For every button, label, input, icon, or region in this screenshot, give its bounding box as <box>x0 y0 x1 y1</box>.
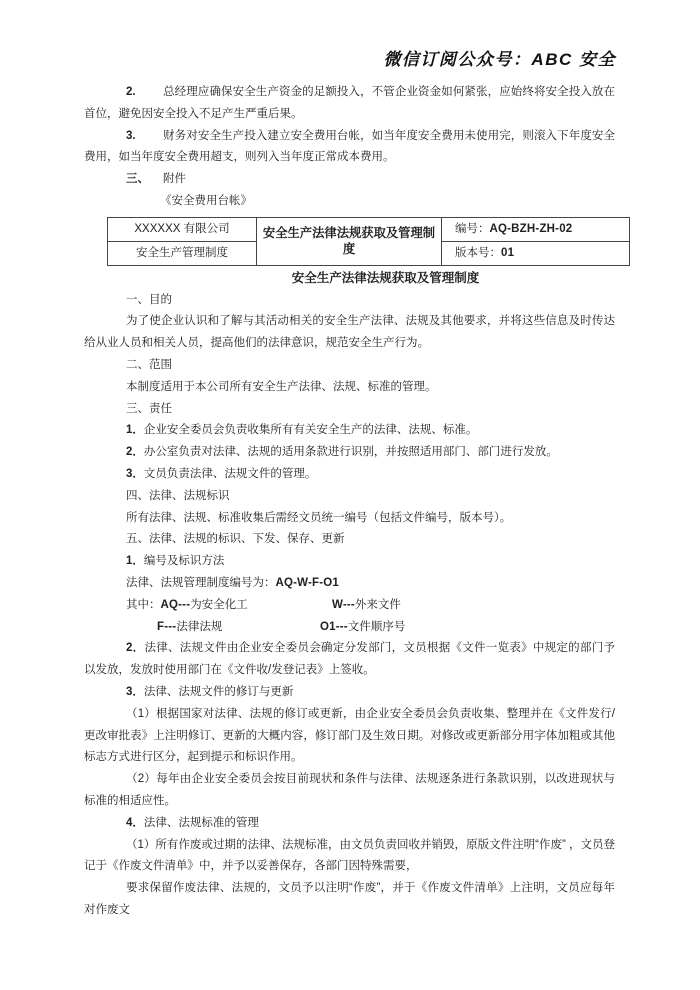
legend-text: 文件顺序号 <box>347 620 406 633</box>
legend-code: O1--- <box>320 620 348 633</box>
legend-row-1 <box>84 595 615 617</box>
responsibility-item-2 <box>84 442 615 464</box>
legend-prefix: 其中： <box>126 598 161 611</box>
legend-code: F--- <box>157 620 177 633</box>
revision-item-2: （2）每年由企业安全委员会按目前现状和条件与法律、法规逐条进行条款识别，以改进现状与标准的相适应性。 <box>84 773 615 807</box>
item-number: 1． <box>126 424 144 437</box>
marking-heading: 四、法律、法规标识 <box>126 489 230 502</box>
distribution-item <box>84 638 615 682</box>
legend-left <box>157 617 320 639</box>
legend-row-2 <box>84 617 615 639</box>
legend-right <box>320 617 405 639</box>
legend-code: AQ--- <box>160 598 191 611</box>
numbering-heading <box>84 551 615 573</box>
doc-number-cell <box>442 217 630 241</box>
document-header-table <box>107 217 630 266</box>
item-text: 法律、法规文件由企业安全委员会确定分发部门，文员根据《文件一览表》中规定的部门予以发放，发放时使用部门在《文件收/发登记表》上签收。 <box>84 642 615 677</box>
item-text: 编号及标识方法 <box>143 555 225 568</box>
doc-number-value: AQ-BZH-ZH-02 <box>489 223 573 236</box>
item-number: 4． <box>126 816 144 829</box>
item-text: 企业安全委员会负责收集所有有关安全生产的法律、法规、标准。 <box>143 424 478 437</box>
heading-text: 附件 <box>163 173 186 186</box>
table-row <box>108 217 630 241</box>
version-value: 01 <box>501 247 515 260</box>
attachment-heading <box>84 169 615 191</box>
scope-text: 本制度适用于本公司所有安全生产法律、法规、标准的管理。 <box>126 380 437 393</box>
legend-text: 法律法规 <box>176 620 223 633</box>
document-content <box>84 82 615 922</box>
item-text: 法律、法规文件的修订与更新 <box>143 685 294 698</box>
marking-text: 所有法律、法规、标准收集后需经文员统一编号（包括文件编号，版本号）。 <box>126 511 512 524</box>
wechat-banner: 微信订阅公众号：ABC 安全 <box>383 50 616 69</box>
list-text: 财务对安全生产投入建立安全费用台帐，如当年度安全费用未使用完，则滚入下年度安全费用，如当年度安全费用超支，则列入当年度正常成本费用。 <box>84 129 615 164</box>
version-label: 版本号： <box>455 247 501 260</box>
item-number: 1． <box>126 555 144 568</box>
list-number: 3. <box>126 129 136 142</box>
item-text: 办公室负责对法律、法规的适用条款进行识别，并按照适用部门、部门进行发放。 <box>143 446 558 459</box>
legend-right <box>332 595 401 617</box>
page-title: 安全生产法律法规获取及管理制度 <box>291 270 480 285</box>
version-cell <box>442 241 630 265</box>
legend-left <box>126 595 332 617</box>
responsibility-heading: 三、责任 <box>126 402 172 415</box>
management-item-1-cont: 要求保留作废法律、法规的，文员予以注明“作废”，并于《作废文件清单》上注明，文员应每年对作废文 <box>84 882 615 916</box>
list-text: 总经理应确保安全生产资金的足额投入，不管企业资金如何紧张，应始终将安全投入放在首位，避免因安全投入不足产生严重后果。 <box>84 86 615 120</box>
scope-heading: 二、范围 <box>126 358 172 371</box>
item-number: 3． <box>126 467 144 480</box>
intro-item-2 <box>84 82 615 126</box>
heading-number: 三、 <box>126 173 149 186</box>
rule-label: 法律、法规管理制度编号为： <box>126 576 276 589</box>
rule-code: AQ-W-F-O1 <box>275 576 340 589</box>
legend-text: 为安全化工 <box>190 598 248 611</box>
attachment-item: 《安全费用台帐》 <box>160 194 252 207</box>
purpose-heading: 一、目的 <box>126 293 172 306</box>
responsibility-item-3 <box>84 464 615 486</box>
doc-number-label: 编号： <box>455 223 490 236</box>
list-number: 2. <box>126 86 136 98</box>
revision-heading <box>84 682 615 704</box>
numbering-rule <box>84 573 615 595</box>
legend-text: 外来文件 <box>354 598 401 611</box>
management-item-1: （1）所有作废或过期的法律、法规标准，由文员负责回收并销毁，原版文件注明“作废” ，文员登记于《作废文件清单》中，并予以妥善保存，各部门因特殊需要， <box>84 838 615 873</box>
intro-item-3 <box>84 126 615 170</box>
management-heading <box>84 813 615 835</box>
item-text: 法律、法规标准的管理 <box>143 816 259 829</box>
item-number: 2． <box>126 446 144 459</box>
doc-title-cell: 安全生产法律法规获取及管理制度 <box>257 217 442 265</box>
company-name-cell: XXXXXX 有限公司 <box>108 217 257 241</box>
item-text: 文员负责法律、法规文件的管理。 <box>143 467 317 480</box>
responsibility-item-1 <box>84 420 615 442</box>
legend-code: W--- <box>332 598 355 611</box>
purpose-text: 为了使企业认识和了解与其活动相关的安全生产法律、法规及其他要求，并将这些信息及时传达给从业人员和相关人员，提高他们的法律意识，规范安全生产行为。 <box>84 315 615 350</box>
item-number: 3． <box>126 685 144 698</box>
system-type-cell: 安全生产管理制度 <box>108 241 257 265</box>
section5-heading: 五、法律、法规的标识、下发、保存、更新 <box>126 533 345 546</box>
revision-item-1: （1）根据国家对法律、法规的修订或更新，由企业安全委员会负责收集、整理并在《文件发行/更改审批表》上注明修订、更新的大概内容，修订部门及生效日期。对修改或更新部分用字体加粗或其他标志方式进行区分，起到提示和标识作用。 <box>84 707 615 764</box>
item-number: 2． <box>126 642 145 655</box>
